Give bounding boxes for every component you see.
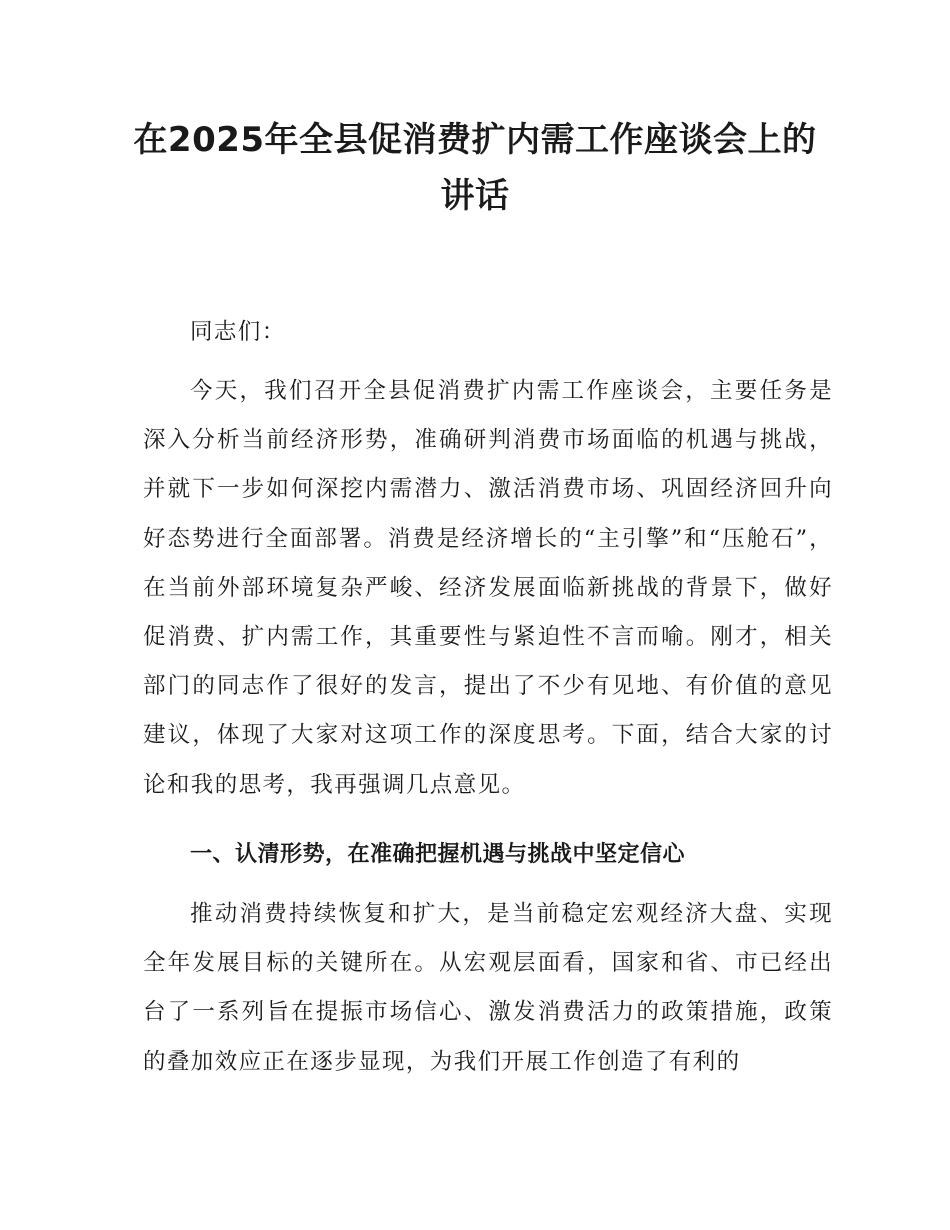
section-1-paragraph: 推动消费持续恢复和扩大，是当前稳定宏观经济大盘、实现全年发展目标的关键所在。从宏观层面看，国家和省、市已经出台了一系列旨在提振市场信心、激发消费活力的政策措施，政策的叠加效应正在逐步显现，为我们开展工作创造了有利的 bbox=[143, 901, 833, 1075]
document-title: 在2025年全县促消费扩内需工作座谈会上的讲话 bbox=[133, 120, 817, 216]
salutation: 同志们： bbox=[190, 319, 286, 345]
section-heading-1: 一、认清形势，在准确把握机遇与挑战中坚定信心 bbox=[190, 842, 686, 867]
opening-paragraph: 今天，我们召开全县促消费扩内需工作座谈会，主要任务是深入分析当前经济形势，准确研判消费市场面临的机遇与挑战，并就下一步如何深挖内需潜力、激活消费市场、巩固经济回升向好态势进行全面部署。消费是经济增长的“主引擎”和“压舱石”，在当前外部环境复杂严峻、经济发展面临新挑战的背景下，做好促消费、扩内需工作，其重要性与紧迫性不言而喻。刚才，相关部门的同志作了很好的发言，提出了不少有见地、有价值的意见建议，体现了大家对这项工作的深度思考。下面，结合大家的讨论和我的思考，我再强调几点意见。 bbox=[143, 378, 833, 798]
